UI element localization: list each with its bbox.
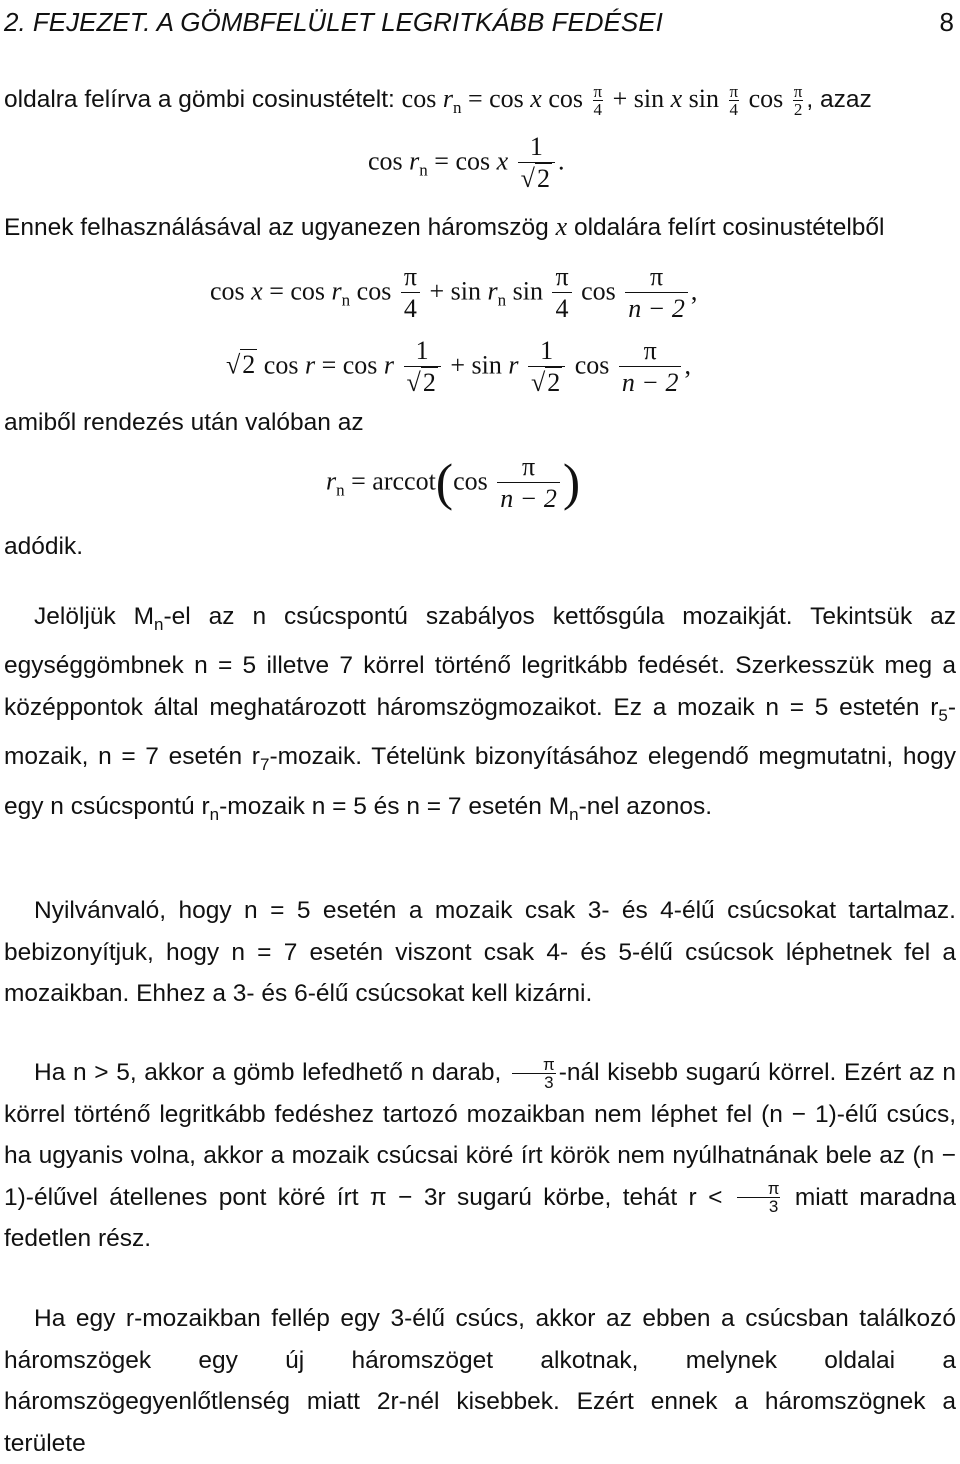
paragraph-if-n-gt-5: Ha n > 5, akkor a gömb lefedhető n darab, $\frac{\pi}{3}$ -nál kisebb sugarú körrel. Ezért az n körrel történő legritkább fedéshez tartozó mozaikban nem léphet fel (n − 1)-élű csúcs, ha ugyanis volna, akkor a mozaik csúcsai köré írt körök nem nyúlhatnának bele az (n − 1)-élűvel átellenes pont köré írt π − 3r sugarú körbe, tehát r < $\frac{\pi}{3}$ miatt maradna fedetlen rész. xyxy=(4,1054,956,1252)
paragraph-cosine-law: oldalra felírva a gömbi cosinustételt: $\cos r_n = \cos x$ cos $\frac{\pi}{4}$ + sin x sin $\frac{\pi}{4}$ cos $\frac{\pi}{2}$ , azaz xyxy=(4,82,872,120)
inline-equation: $\cos r_n = \cos x$ cos $\frac{\pi}{4}$ + sin x sin $\frac{\pi}{4}$ cos $\frac{\pi}{2}$ xyxy=(401,82,803,120)
chapter-title: 2. FEJEZET. A GÖMBFELÜLET LEGRITKÁBB FEDÉSEI xyxy=(4,7,663,37)
paragraph-obvious: Nyilvánvaló, hogy n = 5 esetén a mozaik csak 3- és 4-élű csúcsokat tartalmaz. bebizonyítjuk, hogy n = 7 esetén viszont csak 4- és 5-élű csúcsok léphetnek fel a mozaikban. Ehhez a 3- és 6-élű csúcsokat kell kizárni. xyxy=(4,897,956,1007)
paragraph-rearranging: amiből rendezés után valóban az xyxy=(4,409,364,436)
equation-cos-rn: $\cos r_n = \cos x$ $\frac{1}{√2}$ . xyxy=(368,132,565,193)
paragraph-denote: Jelöljük $M_n-el$ az n csúcspontú szabályos kettősgúla mozaikját. Tekintsük az egységgömbnek n = 5 illetve 7 körrel történő legritkább fedését. Szerkesszük meg a középpontok által meghatározott háromszögmozaikot. Ez a mozaik n = 5 estetén $r_5$-mozaik, n = 7 esetén $r_7$-mozaik. Tételünk bizonyításához elegendő megmutatni, hogy egy n csúcspontú $r_n$-mozaik n = 5 és n = 7 esetén $M_n$-nel azonos. xyxy=(4,603,956,824)
paragraph-three-edge: Ha egy r-mozaikban fellép egy 3-élű csúcs, akkor az ebben a csúcsban találkozó háromszögek egy új háromszöget alkotnak, melynek oldalai a háromszögegyenlőtlenség miatt 2r-nél kisebbek. Ezért ennek a háromszögnek a területe xyxy=(4,1305,956,1457)
running-header xyxy=(4,4,954,40)
paragraph-using: Ennek felhasználásával az ugyanezen háromszög x oldalára felírt cosinustételből xyxy=(4,212,885,241)
equation-cos-x: $\cos x = \cos r_n$ cos $\frac{\pi}{4}$ + $\sin r_n$ sin $\frac{\pi}{4}$ cos $\frac{\pi}{n - 2}$ , xyxy=(210,262,698,323)
page-number: 8 xyxy=(939,7,954,37)
paragraph-results: adódik. xyxy=(4,533,84,560)
equation-sqrt2-cos-r: √2 cos r = cos r $\frac{1}{√2}$ + sin r $\frac{1}{√2}$ cos $\frac{\pi}{n - 2}$ , xyxy=(226,336,691,397)
equation-arccot: $r_n = arccot(\cos$ $\frac{\pi}{n - 2}$ ) xyxy=(326,452,581,513)
